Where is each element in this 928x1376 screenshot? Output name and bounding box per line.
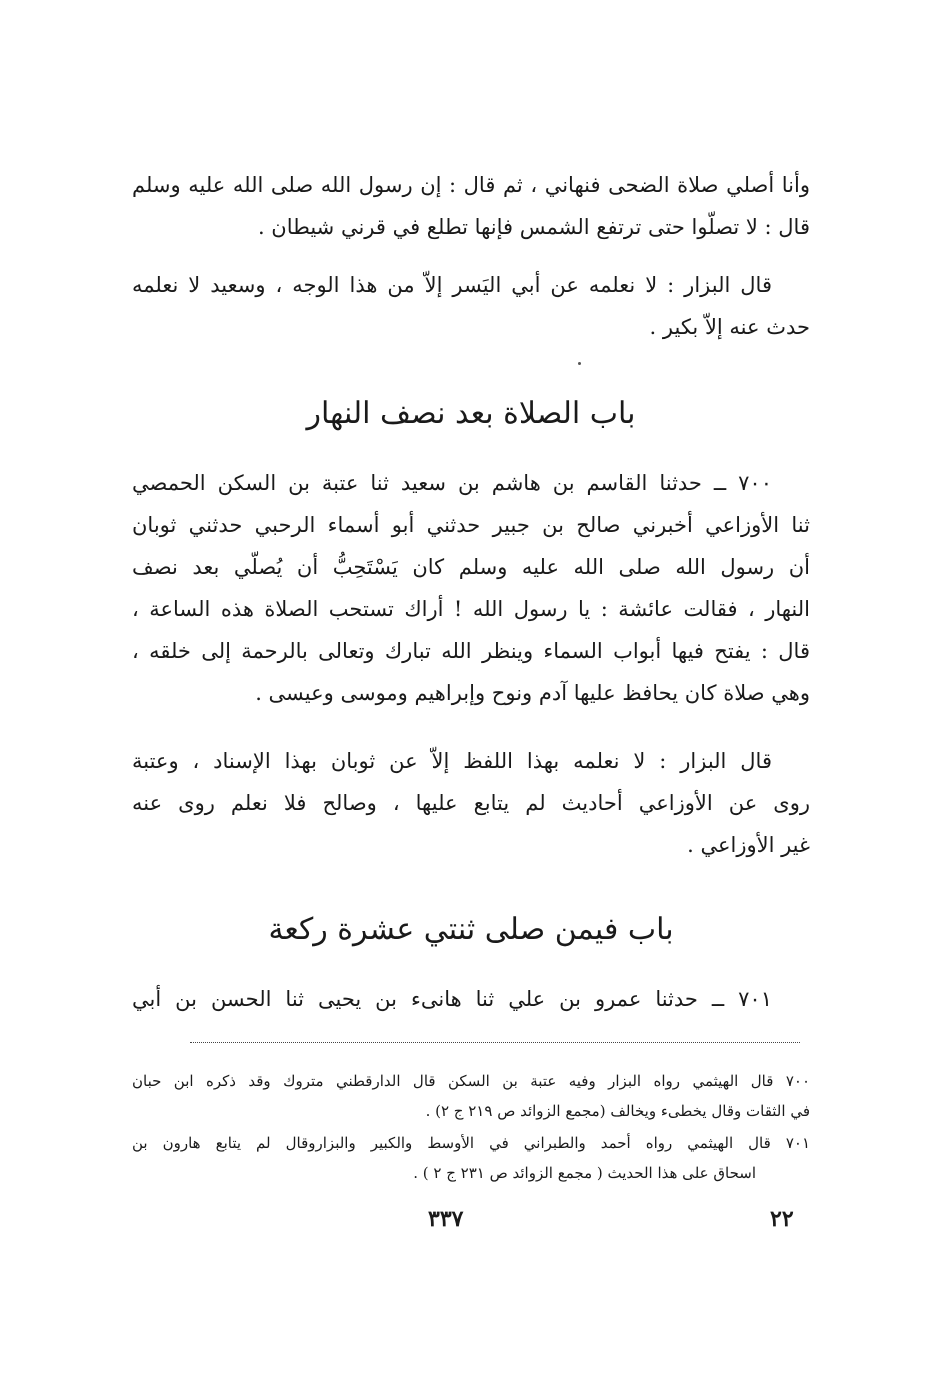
intro-paragraph [132, 164, 810, 248]
footnote-separator [190, 1042, 800, 1043]
footnote-700 [132, 1066, 810, 1126]
footnote-701 [132, 1128, 810, 1188]
part-number: ٢٢ [770, 1206, 794, 1232]
text-line: ٧٠١ ــ حدثنا عمرو بن علي ثنا هانىء بن يحيى ثنا الحسن بن أبي [132, 987, 772, 1011]
text-line: ثنا الأوزاعي أخبرني صالح بن جبير حدثني أبو أسماء الرحبي حدثني ثوبان [132, 513, 810, 537]
text-line: حدث عنه إلاّ بكير . [649, 315, 810, 339]
text-line: قال البزار : لا نعلمه عن أبي اليَسر إلاّ من هذا الوجه ، وسعيد لا نعلمه [132, 273, 772, 297]
footnote-line: اسحاق على هذا الحديث ( مجمع الزوائد ص ٢٣١ ج ٢ ) . [413, 1164, 756, 1182]
text-line: أن رسول الله صلى الله عليه وسلم كان يَسْتَحِبُّ أن يُصلّي بعد نصف [132, 555, 810, 579]
hadith-701-paragraph [132, 978, 810, 1020]
footnote-line: في الثقات وقال يخطىء ويخالف (مجمع الزوائد ص ٢١٩ ج ٢) . [425, 1102, 810, 1120]
hadith-700-paragraph [132, 462, 810, 714]
hadith-700-comment [132, 740, 810, 866]
text-line: قال البزار : لا نعلمه بهذا اللفظ إلاّ عن ثوبان بهذا الإسناد ، وعتبة [132, 749, 772, 773]
text-line: قال : يفتح فيها أبواب السماء وينظر الله تبارك وتعالى بالرحمة إلى خلقه ، [132, 639, 810, 663]
text-line: قال : لا تصلّوا حتى ترتفع الشمس فإنها تطلع في قرني شيطان . [257, 215, 810, 239]
section-heading: باب الصلاة بعد نصف النهار [306, 396, 636, 431]
page-number: ٣٣٧ [428, 1206, 464, 1232]
footnote-line: ٧٠٠ قال الهيثمي رواه البزار وفيه عتبة بن السكن قال الدارقطني متروك وقد ذكره ابن حبان [132, 1072, 810, 1090]
section-heading: باب فيمن صلى ثنتي عشرة ركعة [268, 912, 674, 947]
text-line: روى عن الأوزاعي أحاديث لم يتابع عليها ، وصالح فلا نعلم روى عنه [132, 791, 810, 815]
footnote-line: ٧٠١ قال الهيثمي رواه أحمد والطبراني في الأوسط والكبير والبزاروقال لم يتابع هارون بن [132, 1134, 810, 1152]
text-line: وأنا أصلي صلاة الضحى فنهاني ، ثم قال : إن رسول الله صلى الله عليه وسلم [132, 173, 810, 197]
text-line: وهي صلاة كان يحافظ عليها آدم ونوح وإبراهيم وموسى وعيسى . [255, 681, 810, 705]
print-speck [578, 362, 581, 365]
text-line: ٧٠٠ ــ حدثنا القاسم بن هاشم بن سعيد ثنا عتبة بن السكن الحمصي [132, 471, 772, 495]
intro-comment-paragraph [132, 264, 810, 348]
text-line: غير الأوزاعي . [687, 833, 810, 857]
text-line: النهار ، فقالت عائشة : يا رسول الله ! أراك تستحب الصلاة هذه الساعة ، [132, 597, 810, 621]
